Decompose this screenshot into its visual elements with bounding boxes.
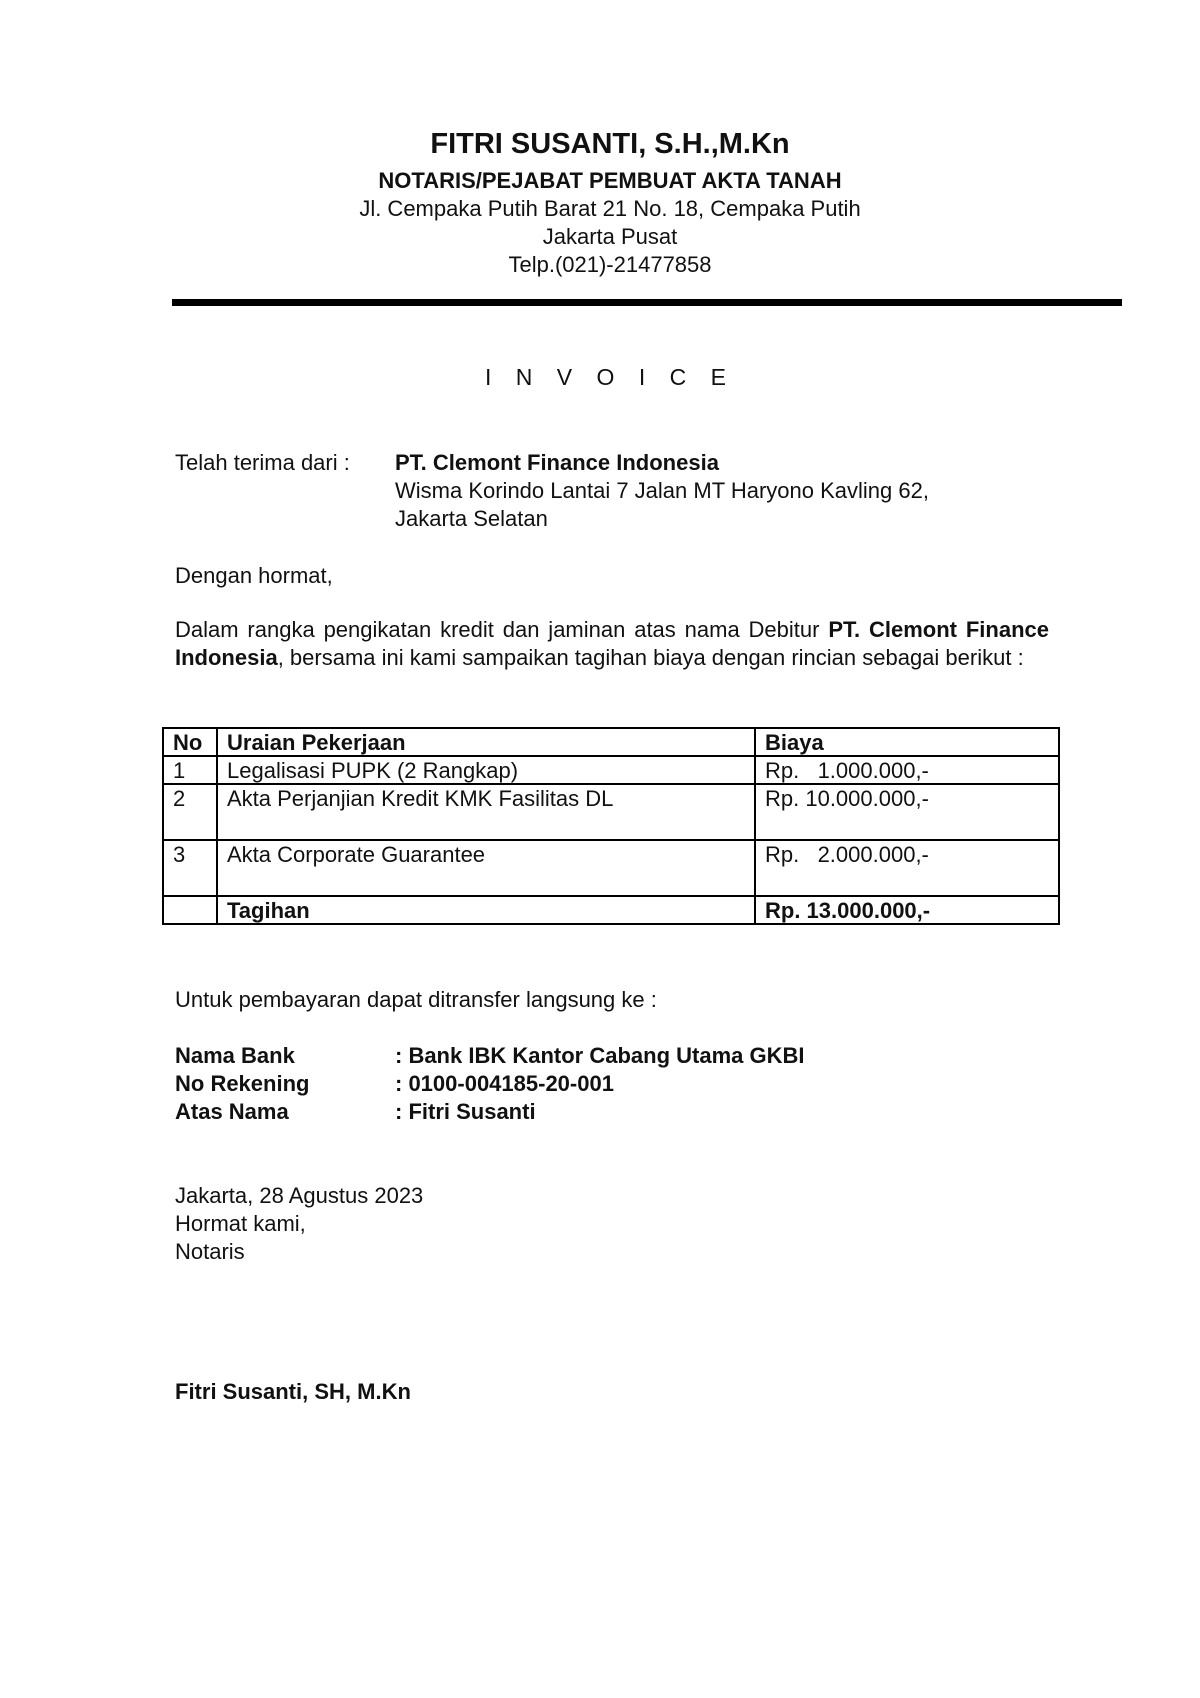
header-amount: Biaya: [755, 728, 1059, 756]
body-text-before: Dalam rangka pengikatan kredit dan jaminan atas nama Debitur: [175, 617, 829, 642]
bank-value: : Bank IBK Kantor Cabang Utama GKBI: [395, 1043, 805, 1068]
table-row: [163, 840, 1059, 896]
body-paragraph: [175, 616, 1049, 672]
recipient-label: Telah terima dari :: [175, 450, 350, 475]
row-amount: Rp. 10.000.000,-: [755, 784, 1059, 840]
payment-intro: Untuk pembayaran dapat ditransfer langsung ke :: [175, 987, 657, 1012]
row-amount: Rp. 2.000.000,-: [755, 840, 1059, 896]
body-text-after: , bersama ini kami sampaikan tagihan biaya dengan rincian sebagai berikut :: [277, 645, 1024, 670]
row-description: Akta Corporate Guarantee: [217, 840, 755, 896]
total-no-cell: [163, 896, 217, 924]
account-value: : 0100-004185-20-001: [395, 1071, 614, 1096]
recipient-company: PT. Clemont Finance Indonesia: [395, 450, 719, 475]
signatory-name: Fitri Susanti, SH, M.Kn: [175, 1379, 411, 1404]
table-total-row: [163, 896, 1059, 924]
row-no: 1: [163, 756, 217, 784]
account-label: No Rekening: [175, 1071, 310, 1096]
row-description: Legalisasi PUPK (2 Rangkap): [217, 756, 755, 784]
header-no: No: [163, 728, 217, 756]
table-row: [163, 756, 1059, 784]
holder-value: : Fitri Susanti: [395, 1099, 536, 1124]
invoice-heading: I N V O I C E: [485, 364, 735, 390]
recipient-address-line-1: Wisma Korindo Lantai 7 Jalan MT Haryono Kavling 62,: [395, 478, 929, 503]
notary-title: NOTARIS/PEJABAT PEMBUAT AKTA TANAH: [378, 168, 842, 193]
row-no: 2: [163, 784, 217, 840]
address-line-1: Jl. Cempaka Putih Barat 21 No. 18, Cempaka Putih: [359, 196, 861, 221]
table-row: [163, 784, 1059, 840]
row-description: Akta Perjanjian Kredit KMK Fasilitas DL: [217, 784, 755, 840]
fee-table: [162, 727, 1060, 925]
closing-salutation: Hormat kami,: [175, 1211, 306, 1236]
total-label: Tagihan: [217, 896, 755, 924]
debtor-name: PT. Clemont Finance Indonesia: [175, 617, 1049, 670]
header-divider: [172, 299, 1122, 306]
address-line-2: Jakarta Pusat: [542, 224, 678, 249]
header-description: Uraian Pekerjaan: [217, 728, 755, 756]
table-header-row: [163, 728, 1059, 756]
row-no: 3: [163, 840, 217, 896]
bank-label: Nama Bank: [175, 1043, 295, 1068]
total-amount: Rp. 13.000.000,-: [755, 896, 1059, 924]
notary-name: FITRI SUSANTI, S.H.,M.Kn: [430, 128, 790, 160]
recipient-address-line-2: Jakarta Selatan: [395, 506, 548, 531]
phone-number: Telp.(021)-21477858: [508, 252, 712, 277]
signatory-role: Notaris: [175, 1239, 245, 1264]
greeting: Dengan hormat,: [175, 563, 333, 588]
place-date: Jakarta, 28 Agustus 2023: [175, 1183, 424, 1208]
row-amount: Rp. 1.000.000,-: [755, 756, 1059, 784]
holder-label: Atas Nama: [175, 1099, 289, 1124]
